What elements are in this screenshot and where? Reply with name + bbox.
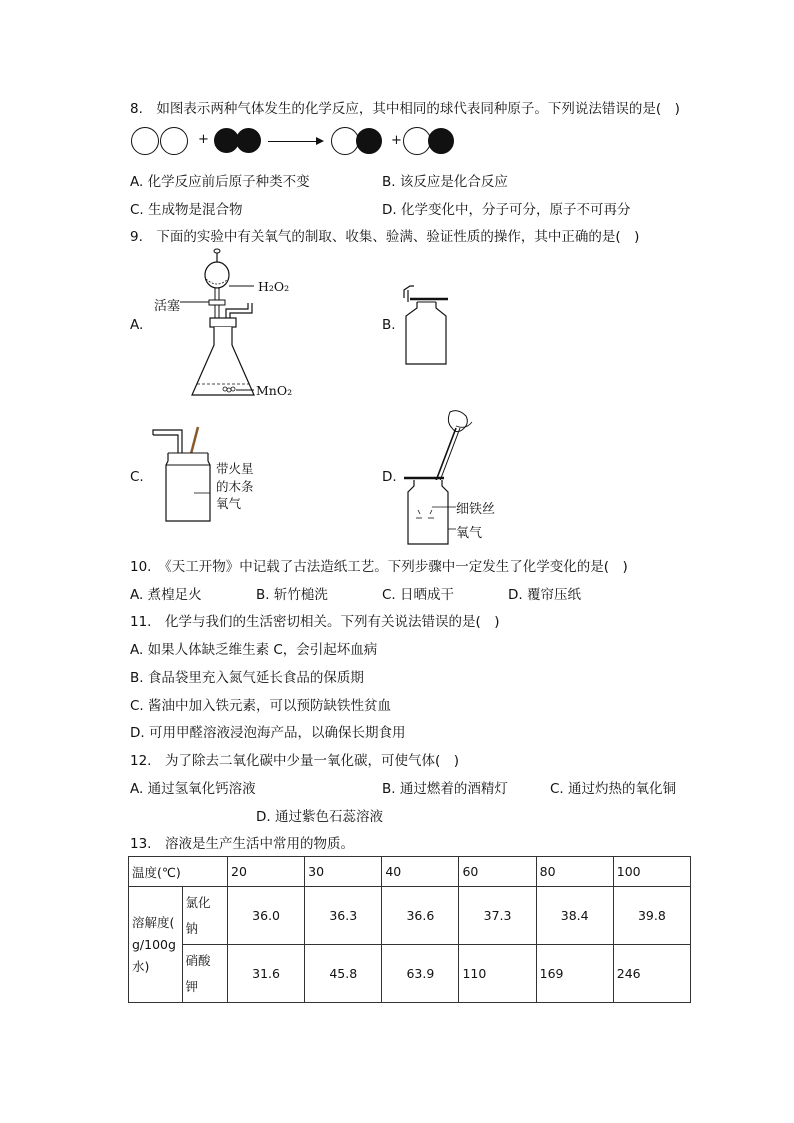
nacl-cell: 36.6 bbox=[382, 887, 459, 945]
q11-option-a: A. 如果人体缺乏维生素 C，会引起坏血病 bbox=[130, 642, 378, 658]
white-atom bbox=[403, 127, 431, 155]
q11-option-d: D. 可用甲醛溶液浸泡海产品，以确保长期食用 bbox=[130, 725, 406, 741]
white-atom bbox=[131, 127, 159, 155]
solubility-label-line: 溶解度( bbox=[132, 914, 175, 930]
temp-cell: 80 bbox=[536, 857, 613, 887]
temp-cell: 100 bbox=[613, 857, 690, 887]
temp-cell: 60 bbox=[459, 857, 536, 887]
gas-collecting-bottle-icon bbox=[400, 282, 460, 372]
q10-stem: 10. 《天工开物》中记载了古法造纸工艺。下列步骤中一定发生了化学变化的是( ) bbox=[130, 559, 628, 575]
table-row-kno3 bbox=[129, 945, 691, 1003]
temp-cell: 40 bbox=[382, 857, 459, 887]
black-atom bbox=[236, 128, 261, 153]
plus-sign: + bbox=[391, 133, 402, 148]
substance-label-line: 氯化 bbox=[185, 894, 211, 910]
substance-nacl bbox=[182, 887, 227, 945]
q12-option-b: B. 通过燃着的酒精灯 bbox=[382, 781, 508, 797]
q8-option-a: A. 化学反应前后原子种类不变 bbox=[130, 174, 310, 190]
white-atom bbox=[331, 127, 359, 155]
q12-option-d: D. 通过紫色石蕊溶液 bbox=[256, 809, 383, 825]
kno3-cell: 246 bbox=[613, 945, 690, 1003]
solubility-label bbox=[129, 887, 183, 1003]
q11-option-b: B. 食品袋里充入氮气延长食品的保质期 bbox=[130, 670, 364, 686]
white-atom bbox=[160, 127, 188, 155]
q10-option-d: D. 覆帘压纸 bbox=[508, 587, 581, 603]
substance-label-line: 硝酸 bbox=[185, 952, 211, 968]
q13-stem: 13. 溶液是生产生活中常用的物质。 bbox=[130, 836, 354, 852]
temp-cell: 20 bbox=[228, 857, 305, 887]
temp-header: 温度(℃) bbox=[129, 857, 228, 887]
q8-stem: 8. 如图表示两种气体发生的化学反应，其中相同的球代表同种原子。下列说法错误的是( ) bbox=[130, 101, 680, 117]
solubility-label-line: 水) bbox=[132, 958, 150, 974]
table-header-row bbox=[129, 857, 691, 887]
nacl-cell: 39.8 bbox=[613, 887, 690, 945]
kno3-cell: 45.8 bbox=[305, 945, 382, 1003]
kno3-cell: 31.6 bbox=[228, 945, 305, 1003]
label-iron-wire: 细铁丝 bbox=[456, 502, 496, 517]
q9-stem: 9. 下面的实验中有关氧气的制取、收集、验满、验证性质的操作，其中正确的是( ) bbox=[130, 229, 640, 245]
nacl-cell: 37.3 bbox=[459, 887, 536, 945]
oxygen-test-bottle-icon bbox=[148, 425, 220, 525]
nacl-cell: 36.0 bbox=[228, 887, 305, 945]
q10-option-b: B. 斩竹槌洗 bbox=[256, 587, 328, 603]
solubility-table bbox=[128, 856, 691, 1003]
black-atom bbox=[356, 128, 382, 154]
label-valve: 活塞 bbox=[154, 299, 181, 314]
q8-option-d: D. 化学变化中，分子可分，原子不可再分 bbox=[382, 202, 631, 218]
solubility-label-line: g/100g bbox=[132, 936, 176, 952]
q12-option-c: C. 通过灼热的氧化铜 bbox=[550, 781, 677, 797]
nacl-cell: 38.4 bbox=[536, 887, 613, 945]
label-oxygen-d: 氧气 bbox=[456, 526, 483, 541]
substance-kno3 bbox=[182, 945, 227, 1003]
q8-option-b: B. 该反应是化合反应 bbox=[382, 174, 508, 190]
kno3-cell: 110 bbox=[459, 945, 536, 1003]
table-row-nacl bbox=[129, 887, 691, 945]
q8-option-c: C. 生成物是混合物 bbox=[130, 202, 243, 218]
q11-option-c: C. 酱油中加入铁元素，可以预防缺铁性贫血 bbox=[130, 698, 392, 714]
kno3-cell: 63.9 bbox=[382, 945, 459, 1003]
q12-stem: 12. 为了除去二氧化碳中少量一氧化碳，可使气体( ) bbox=[130, 753, 460, 769]
black-atom bbox=[428, 128, 454, 154]
q11-stem: 11. 化学与我们的生活密切相关。下列有关说法错误的是( ) bbox=[130, 614, 500, 630]
label-h2o2: H₂O₂ bbox=[258, 279, 290, 294]
q12-option-a: A. 通过氢氧化钙溶液 bbox=[130, 781, 256, 797]
label-glowing-stick-2: 的木条 bbox=[216, 479, 254, 494]
oxygen-generator-icon bbox=[150, 245, 310, 405]
q9-option-d-letter: D. bbox=[382, 469, 397, 485]
reaction-arrow-icon bbox=[268, 141, 322, 142]
label-oxygen-c: 氧气 bbox=[216, 496, 242, 511]
temp-cell: 30 bbox=[305, 857, 382, 887]
q9-option-c-letter: C. bbox=[130, 469, 144, 485]
q9-option-a-letter: A. bbox=[130, 317, 144, 333]
q10-option-c: C. 日晒成干 bbox=[382, 587, 455, 603]
substance-label-line: 钠 bbox=[185, 920, 199, 936]
label-glowing-stick-1: 带火星 bbox=[216, 461, 254, 476]
q9-option-b-letter: B. bbox=[382, 317, 396, 333]
plus-sign: + bbox=[198, 132, 209, 147]
kno3-cell: 169 bbox=[536, 945, 613, 1003]
substance-label-line: 钾 bbox=[185, 978, 199, 994]
label-mno2: MnO₂ bbox=[256, 383, 293, 398]
q10-option-a: A. 煮楻足火 bbox=[130, 587, 202, 603]
nacl-cell: 36.3 bbox=[305, 887, 382, 945]
